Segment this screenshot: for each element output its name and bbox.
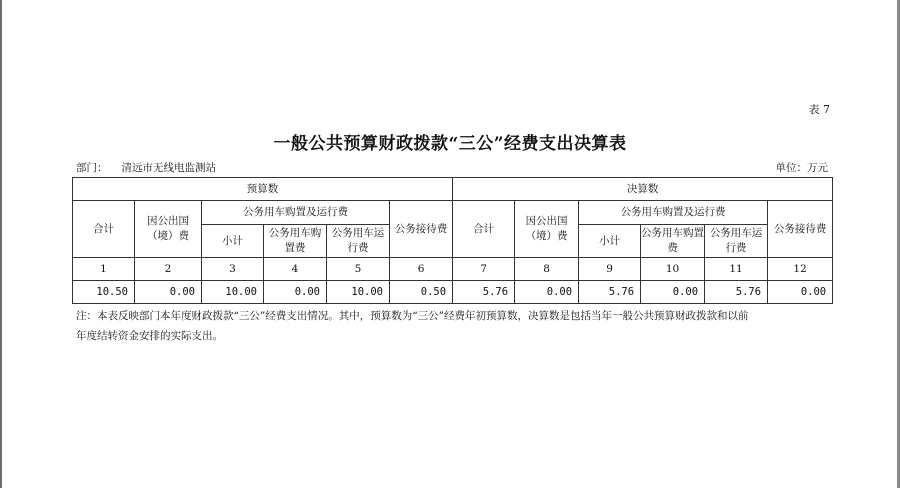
value-budget-total: 10.50: [73, 281, 135, 304]
column-number-cell: 8: [515, 258, 579, 281]
header-budget-operation: 公务用车运行费: [327, 225, 390, 258]
column-number-cell: 11: [705, 258, 768, 281]
column-number-row: [73, 258, 833, 281]
value-budget-abroad: 0.00: [135, 281, 202, 304]
value-budget-reception: 0.50: [390, 281, 453, 304]
header-budget-vehicle: 公务用车购置及运行费: [202, 201, 390, 225]
value-final-abroad: 0.00: [515, 281, 579, 304]
header-budget-group: 预算数: [73, 178, 453, 201]
column-number-cell: 10: [641, 258, 705, 281]
value-final-vehicle-operation: 5.76: [705, 281, 768, 304]
column-number-cell: 9: [579, 258, 641, 281]
department-label: 部门：: [76, 162, 108, 174]
footnote-line-1: 注：本表反映部门本年度财政拨款“三公”经费支出情况。其中，预算数为“三公”经费年初预算数，决算数是包括当年一般公共预算财政拨款和以前: [76, 310, 749, 322]
footnote: [76, 306, 836, 346]
value-budget-vehicle-purchase: 0.00: [264, 281, 327, 304]
value-budget-vehicle-operation: 10.00: [327, 281, 390, 304]
column-number-cell: 6: [390, 258, 453, 281]
value-final-total: 5.76: [453, 281, 515, 304]
column-number-cell: 12: [768, 258, 833, 281]
header-final-vehicle: 公务用车购置及运行费: [579, 201, 768, 225]
column-number-cell: 7: [453, 258, 515, 281]
footnote-line-2: 年度结转资金安排的实际支出。: [76, 330, 223, 342]
value-final-vehicle-subtotal: 5.76: [579, 281, 641, 304]
header-budget-abroad: 因公出国（境）费: [135, 201, 202, 258]
page-title: 一般公共预算财政拨款“三公”经费支出决算表: [273, 134, 627, 154]
column-number-cell: 3: [202, 258, 264, 281]
table-number: 表 7: [808, 103, 830, 116]
header-budget-reception: 公务接待费: [390, 201, 453, 258]
three-public-expenses-table: [72, 177, 833, 304]
department-name: 清远市无线电监测站: [121, 162, 216, 174]
column-number-cell: 2: [135, 258, 202, 281]
header-budget-purchase: 公务用车购置费: [264, 225, 327, 258]
page-left-border: [0, 0, 2, 488]
header-final-operation: 公务用车运行费: [705, 225, 768, 258]
value-budget-vehicle-subtotal: 10.00: [202, 281, 264, 304]
value-row: [73, 281, 833, 304]
column-number-cell: 5: [327, 258, 390, 281]
header-final-group: 决算数: [453, 178, 833, 201]
header-final-total: 合计: [453, 201, 515, 258]
header-budget-subtotal: 小计: [202, 225, 264, 258]
header-final-subtotal: 小计: [579, 225, 641, 258]
header-row-categories: [73, 201, 833, 225]
header-final-purchase: 公务用车购置费: [641, 225, 705, 258]
column-number-cell: 4: [264, 258, 327, 281]
department-line: [76, 160, 216, 175]
header-row-groups: [73, 178, 833, 201]
column-number-cell: 1: [73, 258, 135, 281]
value-final-vehicle-purchase: 0.00: [641, 281, 705, 304]
unit-label: 单位：万元: [775, 162, 828, 174]
value-final-reception: 0.00: [768, 281, 833, 304]
header-final-reception: 公务接待费: [768, 201, 833, 258]
header-budget-total: 合计: [73, 201, 135, 258]
header-final-abroad: 因公出国（境）费: [515, 201, 579, 258]
